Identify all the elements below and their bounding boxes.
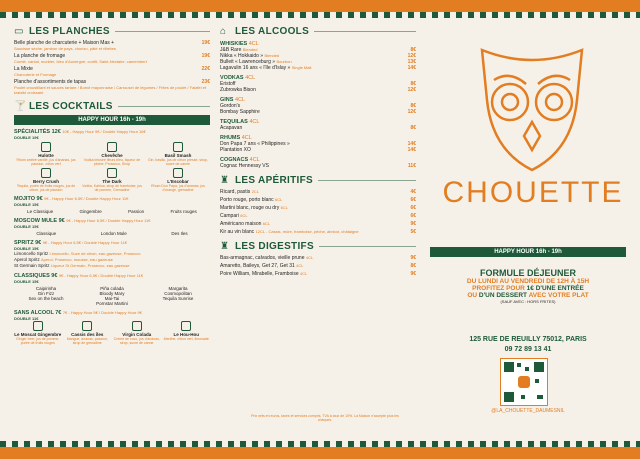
lunch-formula [430, 268, 626, 304]
happy-hour-banner-right: HAPPY HOUR 16h - 19h [430, 247, 626, 257]
item-name: Belle planche de charcuterie + Maison Mas + [14, 40, 115, 46]
cocktails-header [14, 101, 210, 112]
mule-double: DOUBLE 15€ [14, 224, 39, 229]
aperitifs-title: LES APÉRITIFS [235, 175, 313, 186]
variant-name: Classique [36, 231, 57, 236]
column-planches-cocktails [14, 22, 210, 437]
classique-name: Sex on the beach [28, 296, 64, 301]
glass-icon: ♜ [220, 174, 229, 186]
item-description: Saucisse sèche, jambon de pays, chorizo, pâté et rillettes [14, 46, 116, 51]
bottom-decorative-band [0, 445, 640, 459]
aperitifs-header [220, 175, 416, 186]
cocktail-name: Cassis des îles [71, 332, 104, 337]
menu-item [220, 205, 416, 211]
item-description: Poulet croustillant et sauces tartare / Boeuf mayonnaise / Carrousel de légumes / Frites de poulet / Falafel et tzatziki croissant [14, 85, 207, 95]
divider [318, 180, 416, 181]
sansalcool-label: SANS ALCOOL 7€ 7€ - Happy Hour 5€ / Double Happy Hour 9€ [14, 310, 142, 316]
cocktail-icon [173, 142, 183, 152]
classique-name: Gin Fizz [37, 291, 55, 296]
cocktail-name: Virgin Colada [122, 332, 152, 337]
item-volume: 6CL [262, 221, 271, 226]
item-name: La planche de fromage [14, 53, 66, 59]
divider [319, 246, 416, 247]
item-name: Limoncello Spritz [14, 251, 50, 256]
menu-item [220, 109, 416, 115]
classique-name: Mai-Tai [104, 296, 120, 301]
item-price: 6€ [410, 197, 416, 203]
item-volume: 2CL [251, 189, 260, 194]
cocktail-card [80, 142, 144, 166]
item-price: 8€ [410, 81, 416, 87]
menu-item [220, 65, 416, 71]
glass-icon: ♜ [220, 240, 229, 252]
item-volume: 4CL [296, 263, 304, 268]
cocktail-description: Vodka infusée fleurs bleu, liqueur de pêche, Prosecco, Sirop [83, 158, 141, 166]
item-name: Bombay Sapphire [220, 109, 260, 115]
cocktail-icon [33, 321, 43, 331]
cocktail-card [146, 142, 210, 166]
classique-name: Tequila Sunrise [162, 296, 194, 301]
item-description: Charcuterie et Fromage [14, 72, 57, 77]
classiques-columns [14, 286, 210, 306]
item-price: 5€ [410, 229, 416, 235]
specialites-cards [14, 142, 210, 192]
item-name: Zubrowka Bison [220, 87, 256, 93]
item-volume: 6CL [280, 205, 288, 210]
item-name: Poire William, Mirabelle, Framboise 4CL [220, 271, 308, 277]
brand-wordmark: CHOUETTE [442, 176, 624, 209]
mojito-double: DOUBLE 15€ [14, 202, 39, 207]
cocktail-name: The Dark [102, 179, 122, 184]
item-name: Cognac Hennessy VS [220, 163, 269, 169]
instagram-handle[interactable]: @LA_CHOUETTE_DAUMESNIL [491, 408, 565, 414]
item-price: 9€ [410, 221, 416, 227]
variant-name: Le Classique [27, 209, 54, 214]
category-unit: 4CL [245, 75, 256, 81]
classique-name: Pornstar Martini [96, 301, 128, 306]
item-description: Comté, cantal, morbier, bleu d'Auvergne, confit, Saint-Nectaire, camembert [14, 59, 147, 64]
cocktail-description: Mangue, ananas, passion, sirop de grenadine [66, 337, 108, 345]
variant-name: Fruits rouges [170, 209, 197, 214]
classique-name: Bloody Mary [99, 291, 125, 296]
item-name: Planche d'assortiments de tapas [14, 79, 87, 85]
spritz-double: DOUBLE 15€ [14, 246, 39, 251]
alcools-header [220, 26, 416, 37]
item-price: 8€ [410, 103, 416, 109]
item-name: J&B Rare Blended [220, 47, 258, 53]
cocktail-description: Ginger beer, jus de pomme, purée de fruits rouges [16, 337, 60, 345]
cocktail-glass-icon: 🍸 [14, 100, 27, 112]
item-name: Campari 6CL [220, 213, 248, 219]
cocktail-name: Chevêche [101, 153, 123, 158]
category-name: WHISKIES [220, 41, 249, 47]
classique-name: Cosmopolitan [164, 291, 192, 296]
item-price: 12€ [407, 87, 416, 93]
category-unit: 4CL [234, 97, 246, 103]
divider [118, 106, 210, 107]
cocktail-icon [107, 142, 117, 152]
item-name: Don Papa 7 ans « Philippines » [220, 141, 290, 147]
category-unit: 4CL [249, 119, 260, 125]
item-description: Aperol, Prosecco, mousse, eau gazeuse [41, 257, 113, 262]
lunch-days: DU LUNDI AU VENDREDI DE 12H À 15H [466, 278, 590, 285]
item-price: 19€ [201, 53, 210, 59]
alcools-list [220, 41, 416, 169]
item-price: 4€ [410, 189, 416, 195]
digestifs-title: LES DIGESTIFS [235, 241, 314, 252]
cocktail-name: Le Moscat Gingembre [14, 332, 62, 337]
menu-item [220, 163, 416, 169]
item-price: 14€ [407, 141, 416, 147]
item-price: 19€ [201, 40, 210, 46]
cocktail-description: Gin, basilic, jus de citron pressé, sirop, sucre de canne [148, 158, 208, 166]
cocktail-description: Rhum Don Papa, jus d'ananas, jus d'orange, grenadine [151, 184, 205, 192]
menu-item [220, 147, 416, 153]
bottle-icon: ⌂ [220, 25, 227, 37]
item-name: Américano maison 6CL [220, 221, 271, 227]
cocktail-icon [132, 321, 142, 331]
happy-hour-banner: HAPPY HOUR 16h - 19h [14, 115, 210, 125]
planches-list [14, 40, 210, 95]
classique-name: Piña colada [100, 286, 124, 291]
specialites-label: SPÉCIALITÉS 12€ 10€ - Happy Hour 9€ / Double Happy Hour 16€ [14, 129, 146, 135]
contact-block [430, 335, 626, 355]
classique-name: Caipirinha [35, 286, 57, 291]
item-price: 6€ [410, 205, 416, 211]
cocktail-description: Tequila, purée de fruits rouges, jus de citron, jus de passion [16, 184, 76, 192]
menu-item [220, 189, 416, 195]
item-price: 14€ [407, 65, 416, 71]
menu-item [220, 221, 416, 227]
item-volume: 6CL [240, 213, 248, 218]
cocktail-icon [41, 142, 51, 152]
menu-item [220, 197, 416, 203]
menu-item [220, 229, 416, 235]
category-name: GINS [220, 97, 235, 103]
item-name: Plantation XO [220, 147, 251, 153]
item-origin: Blended [242, 47, 258, 52]
column-alcools [220, 22, 416, 437]
mule-items [14, 231, 210, 236]
variant-name: Passion [128, 209, 145, 214]
instagram-qr-code[interactable] [500, 358, 548, 406]
classiques-label: CLASSIQUES 9€ 9€ - Happy Hour 6,5€ / Double Happy Hour 11€ [14, 273, 144, 279]
item-price: 9€ [410, 271, 416, 277]
item-volume: 4CL [305, 255, 314, 260]
cocktail-card [14, 168, 78, 192]
item-name: Ricard, pastis 2CL [220, 189, 260, 195]
category-unit: 4CL [249, 157, 260, 163]
item-origin: Bourbon [276, 59, 292, 64]
item-name: St Germain Spritz [14, 263, 51, 268]
cocktail-card [14, 142, 78, 166]
classiques-column [146, 286, 210, 306]
menu-item [220, 255, 416, 261]
category-name: TEQUILAS [220, 119, 250, 125]
cocktails-title: LES COCKTAILS [29, 101, 113, 112]
item-name: Gordon's [220, 103, 241, 109]
lunch-line1: PROFITEZ POUR 1€ D'UNE ENTRÉE [472, 285, 584, 292]
mule-label: MOSCOW MULE 9€ 9€ - Happy Hour 6,5€ / Double Happy Hour 11€ [14, 218, 151, 224]
aperitifs-list [220, 189, 416, 235]
item-name: Bulleit « Lawrenceburg » Bourbon [220, 59, 292, 65]
lunch-condition: (SAUF AVEC : HORS FRITES) [500, 299, 556, 304]
item-name: Eristoff [220, 81, 236, 87]
cocktail-card [163, 321, 211, 345]
category-name: VODKAS [220, 75, 246, 81]
sansalcool-cards [14, 321, 210, 345]
cocktail-name: Berry Crush [32, 179, 59, 184]
item-price: 13€ [407, 59, 416, 65]
cocktail-icon [107, 168, 117, 178]
top-decorative-band [0, 0, 640, 14]
cocktail-description: Crème de coco, jus d'ananas, sirop, sucre de canne [113, 337, 160, 345]
address: 125 RUE DE REUILLY 75012, PARIS [469, 336, 587, 343]
item-price: 11€ [407, 163, 416, 169]
cocktail-name: Hulotte [38, 153, 54, 158]
footnote: Prix nets en euros, taxes et services compris. TVA à taux de 10%. La Maison n'accepte plus les chèques. [251, 414, 399, 422]
cocktail-description: Vodka, Kahlua, sirop de framboise, jus de pomme, Grenadine [82, 184, 142, 192]
spritz-item [14, 263, 210, 269]
item-price: 23€ [201, 79, 210, 85]
divider [115, 31, 210, 32]
item-description: Liqueur St Germain, Prosecco, eau gazeuse [50, 263, 130, 268]
cocktail-description: Rhum ambré vanillé, jus d'ananas, jus passion, citron vert [16, 158, 76, 166]
item-price: 14€ [407, 147, 416, 153]
classiques-double: DOUBLE 15€ [14, 279, 39, 284]
item-name: Lagavulin 16 ans « l'Ile d'Islay » Single Malt [220, 65, 312, 71]
item-price: 8€ [410, 263, 416, 269]
menu-item [220, 87, 416, 93]
item-name: Acapavan [220, 125, 243, 131]
variant-name: Des Iles [171, 231, 188, 236]
item-price: 8€ [410, 125, 416, 131]
cocktail-icon [173, 168, 183, 178]
cocktail-icon [82, 321, 92, 331]
cocktail-name: Le Hou-Hou [173, 332, 199, 337]
variant-name: Gingembre [79, 209, 102, 214]
item-origin: Single Malt [291, 65, 312, 70]
item-price: 9€ [410, 255, 416, 261]
cocktail-card [146, 168, 210, 192]
digestifs-list [220, 255, 416, 277]
menu-item [220, 271, 416, 277]
cocktail-name: L'Escobar [167, 179, 189, 184]
item-volume: 12CL - Cassis, mûre, framboise, pêche, abricot, châtaigne [255, 229, 359, 234]
category-unit: 4CL [248, 41, 259, 47]
cocktail-card [14, 321, 62, 345]
item-volume: 6CL [275, 197, 283, 202]
item-name: Aperol Spritz [14, 257, 42, 262]
item-volume: 4CL [300, 271, 308, 276]
item-description: Limoncello, Suze de citron, eau gazeuse, Prosecco [49, 251, 141, 256]
spritz-items [14, 251, 210, 269]
planches-title: LES PLANCHES [29, 26, 110, 37]
classiques-column [14, 286, 78, 306]
cocktail-card [64, 321, 112, 345]
menu-item [220, 263, 416, 269]
phone: 09 72 89 13 41 [504, 346, 552, 353]
cocktail-card [113, 321, 161, 345]
item-name: Bas-armagnac, calvados, vieille prune 4CL [220, 255, 314, 261]
item-price: 22€ [201, 66, 210, 72]
lunch-title: FORMULE DÉJEUNER [479, 268, 576, 278]
item-name: Kir au vin blanc 12CL - Cassis, mûre, framboise, pêche, abricot, châtaigne [220, 229, 359, 235]
category-name: RHUMS [220, 135, 242, 141]
item-price: 12€ [407, 53, 416, 59]
planches-header [14, 26, 210, 37]
cocktail-card [80, 168, 144, 192]
category-name: COGNACS [220, 157, 250, 163]
menu-item [220, 213, 416, 219]
menu-item [220, 125, 416, 131]
mojito-label: MOJITO 9€ 9€ - Happy Hour 6,5€ / Double Happy Hour 11€ [14, 196, 129, 202]
spritz-label: SPRITZ 9€ 9€ - Happy Hour 6,5€ / Double Happy Hour 11€ [14, 240, 127, 246]
lunch-line2: OU D'UN DESSERT AVEC VOTRE PLAT [467, 292, 589, 299]
variant-name: London Mule [100, 231, 127, 236]
item-name: Porto rouge, porto blanc 6CL [220, 197, 283, 203]
board-icon: ▭ [14, 25, 24, 37]
item-origin: Blended [264, 53, 280, 58]
item-price: 6€ [410, 213, 416, 219]
digestifs-header [220, 241, 416, 252]
cocktail-description: Menthe, citron vert, limonade [163, 337, 209, 341]
mojito-items [14, 209, 210, 214]
cocktail-icon [41, 168, 51, 178]
classique-name: Margarita [168, 286, 188, 291]
sansalcool-double: DOUBLE 11€ [14, 316, 39, 321]
category-unit: 4CL [241, 135, 252, 141]
cocktail-icon [181, 321, 191, 331]
item-price: 8€ [410, 47, 416, 53]
owl-logo-icon [462, 40, 602, 180]
item-name: Martini blanc, rouge ou dry 6CL [220, 205, 288, 211]
item-price: 12€ [407, 109, 416, 115]
item-name: Amaretto, Baileys, Get 27, Get 31 4CL [220, 263, 304, 269]
classiques-column [80, 286, 144, 306]
specialites-double: DOUBLE 19€ [14, 135, 39, 140]
item-name: Nikka « Hokkaido » Blended [220, 53, 280, 59]
divider [314, 31, 416, 32]
alcools-title: LES ALCOOLS [235, 26, 310, 37]
item-name: La Mixte [14, 66, 33, 72]
cocktail-name: Basil Smash [164, 153, 192, 158]
